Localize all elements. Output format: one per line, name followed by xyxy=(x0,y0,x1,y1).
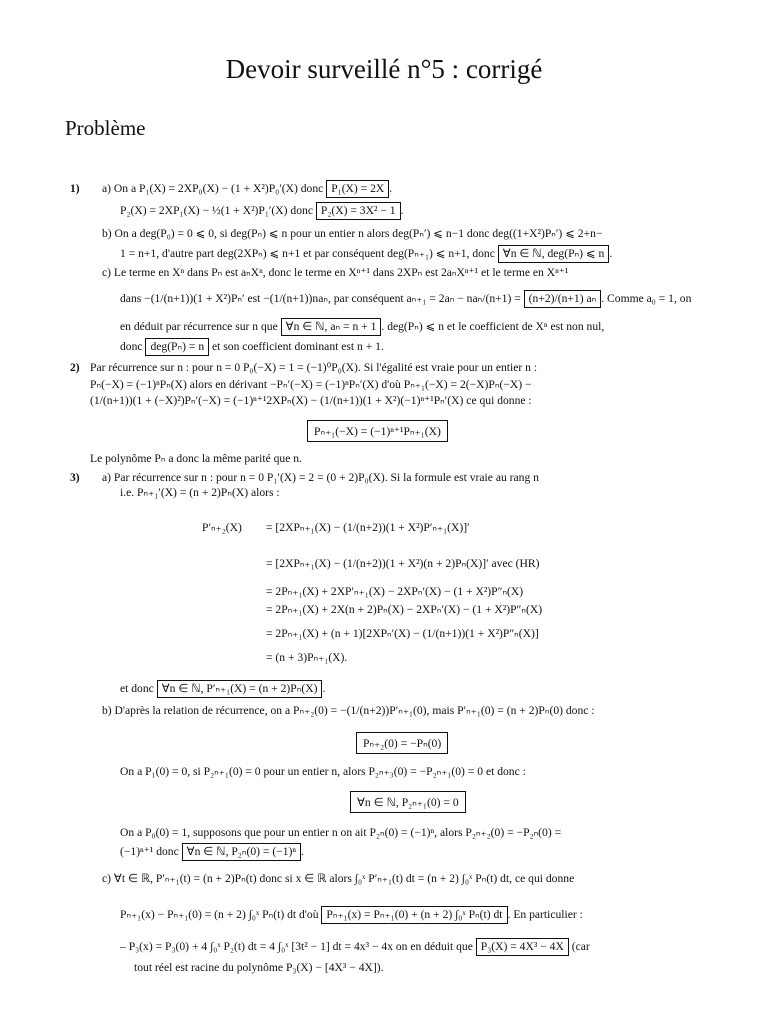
text-line: On a P₁(0) = 0, si P₂ₙ₊₁(0) = 0 pour un entier n, alors P₂ₙ₊₃(0) = −P₂ₙ₊₁(0) = 0 et donc : xyxy=(120,765,526,778)
boxed-result: Pₙ₊₂(0) = −Pₙ(0) xyxy=(356,732,448,754)
text-span: – P₃(x) = P₃(0) + 4 ∫₀ˣ P₂(t) dt = 4 ∫₀ˣ [3t² − 1] dt = 4x³ − 4x on en déduit que xyxy=(120,940,473,953)
boxed-result: ∀n ∈ ℕ, P₂ₙ₊₁(0) = 0 xyxy=(350,791,466,813)
text-line: c) Le terme en Xⁿ dans Pₙ est aₙXⁿ, donc le terme en Xⁿ⁺¹ dans 2XPₙ est 2aₙXⁿ⁺¹ et le terme en Xⁿ⁺¹ xyxy=(102,266,569,279)
text-span: . Comme a₀ = 1, on xyxy=(601,292,692,305)
text-line: Le polynôme Pₙ a donc la même parité que n. xyxy=(90,452,302,465)
text-span: en déduit par récurrence sur n que xyxy=(120,320,278,333)
text-line: Par récurrence sur n : pour n = 0 P₀(−X) = 1 = (−1)⁰P₀(X). Si l'égalité est vraie pour un entier n : xyxy=(90,361,538,374)
text-span: (−1)ⁿ⁺¹ donc xyxy=(120,845,179,858)
text-line: Pₙ(−X) = (−1)ⁿPₙ(X) alors en dérivant −Pₙ′(−X) = (−1)ⁿPₙ′(X) d'où Pₙ₊₁(−X) = 2(−X)Pₙ(−X) − xyxy=(90,378,532,391)
boxed-result: ∀n ∈ ℕ, P₂ₙ(0) = (−1)ⁿ xyxy=(182,843,301,861)
equation-line: = [2XPₙ₊₁(X) − (1/(n+2))(1 + X²)(n + 2)Pₙ(X)]′ avec (HR) xyxy=(266,557,540,570)
text-span: donc xyxy=(120,340,143,353)
question-number-2: 2) xyxy=(70,361,80,374)
text-line xyxy=(120,290,691,308)
equation-line: = 2Pₙ₊₁(X) + 2XP′ₙ₊₁(X) − 2XPₙ′(X) − (1 + X²)P″ₙ(X) xyxy=(266,585,524,598)
boxed-result: P₃(X) = 4X³ − 4X xyxy=(476,938,569,956)
text-line: P₂(X) = 2XP₁(X) − ½(1 + X²)P₁′(X) donc P₂(X) = 3X² − 1 . xyxy=(120,202,403,220)
text-span: . En particulier : xyxy=(507,908,583,921)
text-span: P₂(X) = 2XP₁(X) − ½(1 + X²)P₁′(X) donc xyxy=(120,204,313,217)
section-heading: Problème xyxy=(65,116,146,140)
document-title: Devoir surveillé n°5 : corrigé xyxy=(225,54,543,84)
text-line: a) On a P₁(X) = 2XP₀(X) − (1 + X²)P₀′(X) donc P₁(X) = 2X . xyxy=(102,180,392,198)
text-line: (−1)ⁿ⁺¹ donc ∀n ∈ ℕ, P₂ₙ(0) = (−1)ⁿ . xyxy=(120,843,304,861)
text-span: Pₙ₊₁(x) − Pₙ₊₁(0) = (n + 2) ∫₀ˣ Pₙ(t) dt d'où xyxy=(120,908,319,921)
text-line xyxy=(120,318,604,336)
boxed-result: Pₙ₊₁(x) = Pₙ₊₁(0) + (n + 2) ∫₀ˣ Pₙ(t) dt xyxy=(321,906,507,924)
equation-lhs: P′ₙ₊₂(X) xyxy=(202,521,242,534)
boxed-result: Pₙ₊₁(−X) = (−1)ⁿ⁺¹Pₙ₊₁(X) xyxy=(307,420,448,442)
question-number-1: 1) xyxy=(70,182,80,195)
text-span: et son coefficient dominant est n + 1. xyxy=(212,340,384,353)
text-line: et donc ∀n ∈ ℕ, P′ₙ₊₁(X) = (n + 2)Pₙ(X) . xyxy=(120,680,325,698)
boxed-result: deg(Pₙ) = n xyxy=(145,338,209,356)
question-number-3: 3) xyxy=(70,471,80,484)
text-line: tout réel est racine du polynôme P₃(X) − [4X³ − 4X]). xyxy=(134,961,384,974)
equation-line: = [2XPₙ₊₁(X) − (1/(n+2))(1 + X²)P′ₙ₊₁(X)]′ xyxy=(266,521,470,534)
boxed-result: P₂(X) = 3X² − 1 xyxy=(316,202,401,220)
text-line xyxy=(120,338,384,356)
equation-line: = 2Pₙ₊₁(X) + (n + 1)[2XPₙ′(X) − (1/(n+1))(1 + X²)P″ₙ(X)] xyxy=(266,627,539,640)
text-span: (car xyxy=(571,940,590,953)
text-line xyxy=(120,938,590,956)
text-line: b) On a deg(P₀) = 0 ⩽ 0, si deg(Pₙ) ⩽ n pour un entier n alors deg(Pₙ′) ⩽ n−1 donc deg((1+X²)Pₙ′) ⩽ 2+n− xyxy=(102,227,603,240)
text-span: a) On a P₁(X) = 2XP₀(X) − (1 + X²)P₀′(X) donc xyxy=(102,182,324,195)
boxed-result: ∀n ∈ ℕ, deg(Pₙ) ⩽ n xyxy=(498,245,610,263)
boxed-result: ∀n ∈ ℕ, aₙ = n + 1 xyxy=(281,318,382,336)
text-line: a) Par récurrence sur n : pour n = 0 P₁′(X) = 2 = (0 + 2)P₀(X). Si la formule est vraie au rang n xyxy=(102,471,539,484)
boxed-result: (n+2)/(n+1) aₙ xyxy=(524,290,602,308)
text-line xyxy=(120,906,583,924)
text-span: . deg(Pₙ) ⩽ n et le coefficient de Xⁿ est non nul, xyxy=(381,320,605,333)
equation-line: = (n + 3)Pₙ₊₁(X). xyxy=(266,651,348,664)
text-line: 1 = n+1, d'autre part deg(2XPₙ) ⩽ n+1 et par conséquent deg(Pₙ₊₁) ⩽ n+1, donc ∀n ∈ ℕ, deg(Pₙ) ⩽ n . xyxy=(120,245,612,263)
text-line: (1/(n+1))(1 + (−X)²)Pₙ′(−X) = (−1)ⁿ⁺¹2XPₙ(X) − (1/(n+1))(1 + X²)(−1)ⁿ⁺¹Pₙ′(X) ce qui donne : xyxy=(90,394,532,407)
text-line: i.e. Pₙ₊₁′(X) = (n + 2)Pₙ(X) alors : xyxy=(120,486,280,499)
text-span: dans −(1/(n+1))(1 + X²)Pₙ′ est −(1/(n+1))naₙ, par conséquent aₙ₊₁ = 2aₙ − naₙ/(n+1) = xyxy=(120,292,521,305)
boxed-result: ∀n ∈ ℕ, P′ₙ₊₁(X) = (n + 2)Pₙ(X) xyxy=(157,680,323,698)
boxed-result: P₁(X) = 2X xyxy=(326,180,389,198)
text-span: 1 = n+1, d'autre part deg(2XPₙ) ⩽ n+1 et par conséquent deg(Pₙ₊₁) ⩽ n+1, donc xyxy=(120,247,495,260)
text-line: b) D'après la relation de récurrence, on a Pₙ₊₂(0) = −(1/(n+2))P′ₙ₊₁(0), mais P′ₙ₊₁(0) = (n + 2)Pₙ(0) donc : xyxy=(102,704,595,717)
text-span: et donc xyxy=(120,682,154,695)
equation-line: = 2Pₙ₊₁(X) + 2X(n + 2)Pₙ(X) − 2XPₙ′(X) − (1 + X²)P″ₙ(X) xyxy=(266,603,543,616)
text-line: On a P₀(0) = 1, supposons que pour un entier n on ait P₂ₙ(0) = (−1)ⁿ, alors P₂ₙ₊₂(0) = −P₂ₙ(0) = xyxy=(120,826,562,839)
text-line: c) ∀t ∈ ℝ, P′ₙ₊₁(t) = (n + 2)Pₙ(t) donc si x ∈ ℝ alors ∫₀ˣ P′ₙ₊₁(t) dt = (n + 2) ∫₀ˣ Pₙ(t) dt, ce qui donne xyxy=(102,872,575,885)
